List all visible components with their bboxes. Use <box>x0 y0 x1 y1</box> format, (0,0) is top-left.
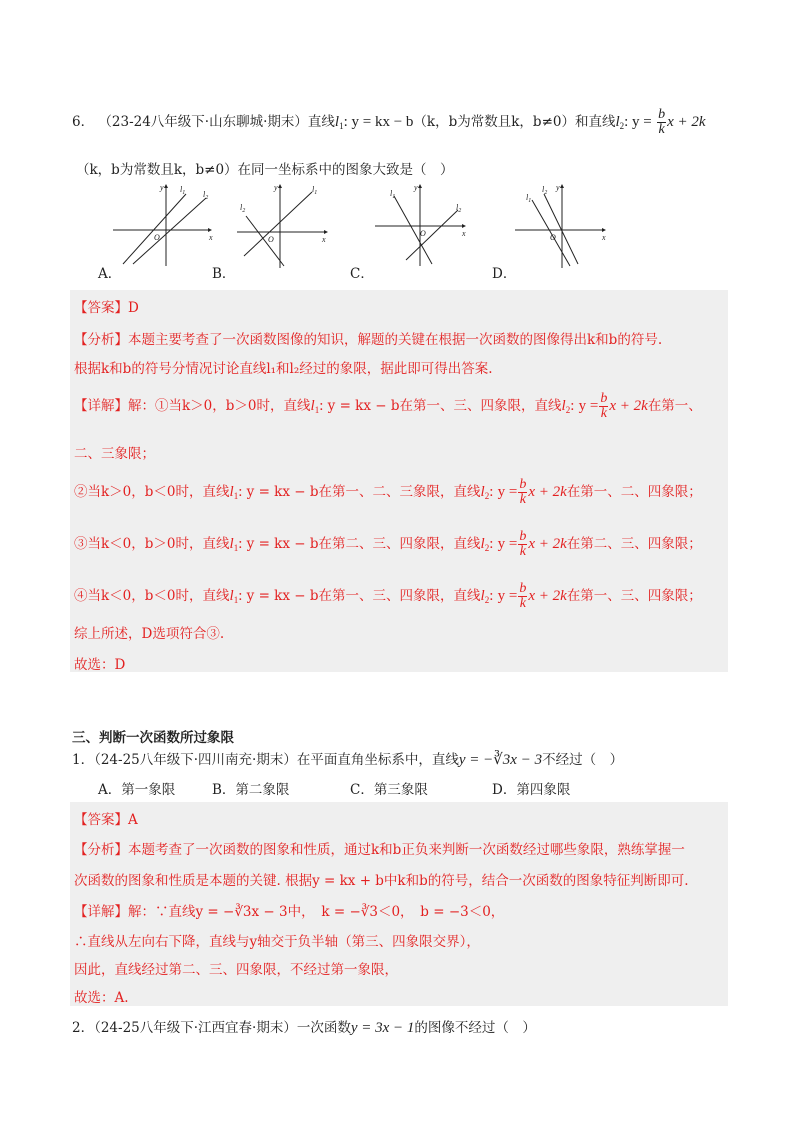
q6-option-b[interactable]: B． <box>212 266 236 282</box>
svg-text:l2: $l_2$ <box>456 203 462 214</box>
q6-detail-line1: 【详解】解：①当k＞0，b＞0时，直线$l_1$: y = kx − b在第一、三、四象限，直线$l_2$: y = $\frac{b}{k}$ x + 2k在第一、 <box>74 391 702 421</box>
svg-text:x: x <box>209 233 213 242</box>
q1-option-c[interactable]: C．第三象限 <box>350 782 428 798</box>
q1-analysis-line2: 次函数的图象和性质是本题的关键. 根据y = kx + b中k和b的符号，结合一次函数的图象特征判断即可. <box>74 873 689 889</box>
svg-text:l2: $l_2$ <box>240 203 246 214</box>
q1-choice: 故选：A. <box>74 990 129 1006</box>
svg-text:l2: $l_2$ <box>542 185 548 196</box>
q6-analysis-line2: 根据k和b的符号分情况讨论直线l₁和l₂经过的象限，据此即可得出答案. <box>74 361 493 377</box>
q1-answer: 【答案】A <box>74 812 138 828</box>
q6-case2: ②当k＞0，b＜0时，直线$l_1$: y = kx − b在第一、二、三象限，直线$l_2$: y = $\frac{b}{k}$ x + 2k在第一、二、四象限； <box>74 477 702 507</box>
graph-c <box>370 180 480 270</box>
fraction-b-over-k: $\frac{b}{k}$ <box>658 107 666 137</box>
q2-stem: 2．（24-25八年级下·江西宜春·期末）一次函数y = 3x − 1的图像不经过（ ） <box>72 1020 536 1036</box>
svg-text:l1: $l_1$ <box>180 185 186 196</box>
svg-text:O: O <box>420 229 426 238</box>
q6-option-d[interactable]: D． <box>492 266 517 282</box>
q1-stem: 1．（24-25八年级下·四川南充·期末）在平面直角坐标系中，直线y = −∛3x − 3不经过（ ） <box>72 752 624 768</box>
q6-analysis-line1: 【分析】本题主要考查了一次函数图像的知识，解题的关键在根据一次函数的图像得出k和b的符号. <box>74 332 663 348</box>
svg-text:l1: $l_1$ <box>312 185 318 196</box>
svg-text:y: y <box>274 183 278 192</box>
svg-text:x: x <box>462 229 466 238</box>
graph-a <box>108 180 218 270</box>
svg-text:l2: $l_2$ <box>203 190 209 201</box>
q1-option-a[interactable]: A．第一象限 <box>98 782 176 798</box>
svg-text:l1: $l_1$ <box>390 189 396 200</box>
q6-summary: 综上所述，D选项符合③. <box>74 626 225 642</box>
q6-case4: ④当k＜0，b＜0时，直线$l_1$: y = kx − b在第一、三、四象限，直线$l_2$: y = $\frac{b}{k}$ x + 2k在第一、三、四象限； <box>74 581 702 611</box>
q1-detail-line1: 【详解】解：∵直线y = −∛3x − 3中， k = −∛3＜0， b = −3＜0， <box>74 904 505 920</box>
q6-option-c[interactable]: C． <box>350 266 374 282</box>
q1-option-b[interactable]: B．第二象限 <box>212 782 290 798</box>
svg-text:y: y <box>556 183 560 192</box>
svg-text:O: O <box>550 233 556 242</box>
q1-analysis-line1: 【分析】本题考查了一次函数的图象和性质，通过k和b正负来判断一次函数经过哪些象限，熟练掌握一 <box>74 842 685 858</box>
q1-detail-line2: ∴直线从左向右下降，直线与y轴交于负半轴（第三、四象限交界）， <box>74 934 480 950</box>
svg-text:O: O <box>154 233 160 242</box>
q1-detail-line3: 因此，直线经过第二、三、四象限，不经过第一象限， <box>74 962 398 978</box>
svg-text:x: x <box>322 235 326 244</box>
svg-text:x: x <box>602 233 606 242</box>
q6-case3: ③当k＜0，b＞0时，直线$l_1$: y = kx − b在第二、三、四象限，直线$l_2$: y = $\frac{b}{k}$ x + 2k在第二、三、四象限； <box>74 529 702 559</box>
q6-stem-line2: （k，b为常数且k，b≠0）在同一坐标系中的图象大致是（ ） <box>76 162 454 178</box>
svg-text:l1: $l_1$ <box>526 193 532 204</box>
q6-option-a[interactable]: A． <box>98 266 122 282</box>
graph-d <box>510 180 620 270</box>
graph-b <box>232 180 342 270</box>
svg-text:y: y <box>414 183 418 192</box>
q6-answer: 【答案】D <box>74 300 139 316</box>
q6-stem-line1: 6． （23-24八年级下·山东聊城·期末）直线$l_1$: y = kx − b（k，b为常数且k，b≠0）和直线$l_2$: y = $\frac{b}{k}$ x + 2k <box>72 107 706 137</box>
svg-text:O: O <box>268 235 274 244</box>
q1-option-d[interactable]: D．第四象限 <box>492 782 571 798</box>
q6-detail-line2: 二、三象限； <box>74 446 155 462</box>
q6-choice: 故选：D <box>74 657 126 673</box>
svg-text:y: y <box>160 183 164 192</box>
section-title: 三、判断一次函数所过象限 <box>72 730 234 746</box>
